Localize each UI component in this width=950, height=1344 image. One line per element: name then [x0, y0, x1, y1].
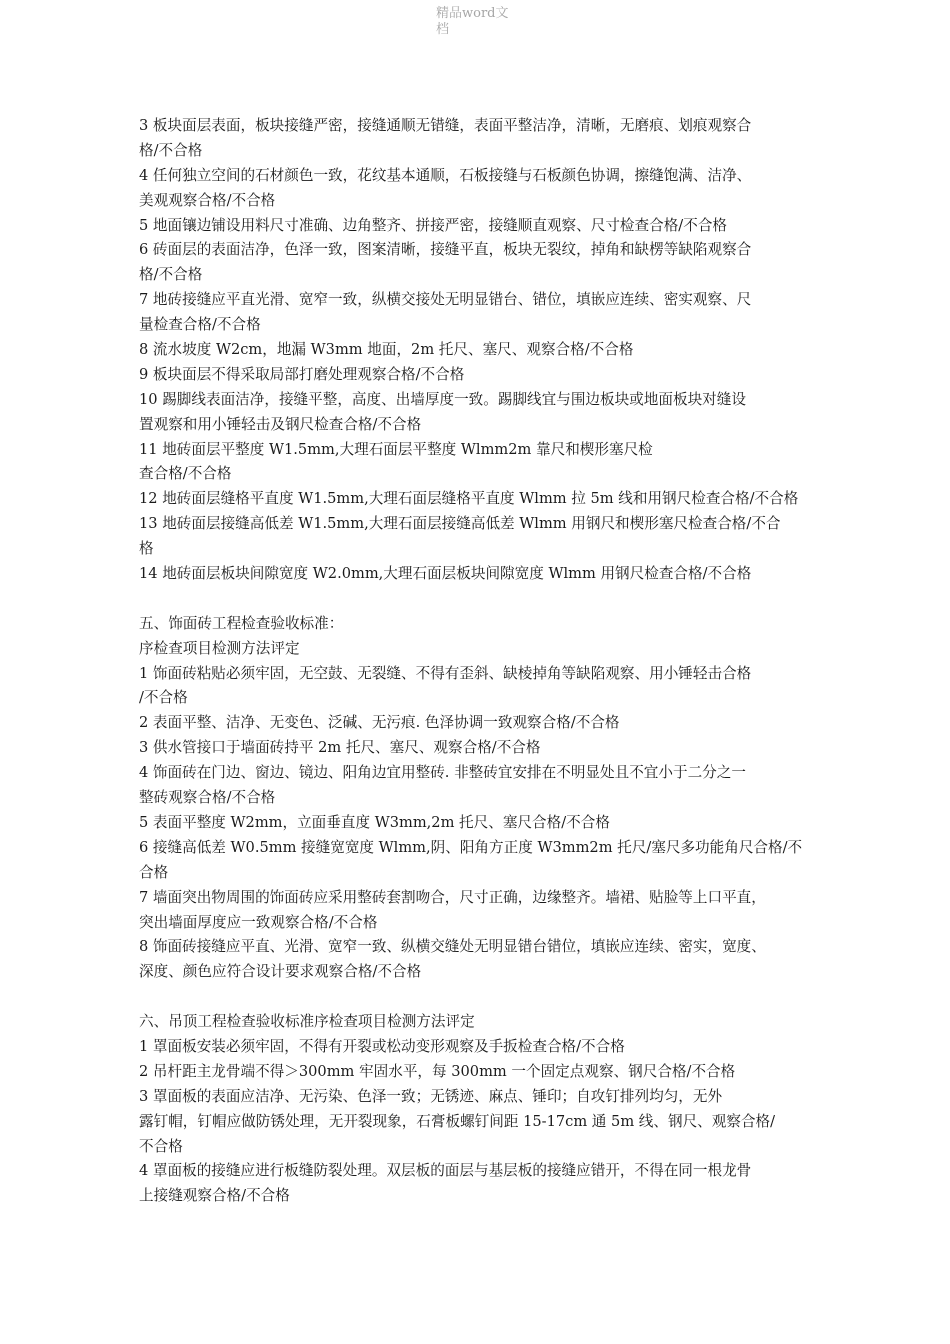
text-line: 10 踢脚线表面洁净，接缝平整，高度、出墙厚度一致。踢脚线宜与围边板块或地面板块对缝设	[139, 390, 746, 408]
text-line: 露钉帽，钉帽应做防锈处理，无开裂现象，石膏板螺钉间距 15-17cm 通 5m 线、钢尺、观察合格/	[139, 1112, 776, 1130]
text-line: 9 板块面层不得采取局部打磨处理观察合格/不合格	[139, 365, 465, 383]
text-line: 突出墙面厚度应一致观察合格/不合格	[139, 913, 378, 931]
text-line: 5 表面平整度 W2mm，立面垂直度 W3mm,2m 托尺、塞尺合格/不合格	[139, 813, 610, 831]
paragraph	[139, 114, 821, 164]
text-line: 7 地砖接缝应平直光滑、宽窄一致，纵横交接处无明显错台、错位，填嵌应连续、密实观察、尺	[139, 291, 752, 309]
paragraph	[139, 662, 821, 712]
text-line: 13 地砖面层接缝高低差 W1.5mm,大理石面层接缝高低差 Wlmm 用钢尺和楔形塞尺检查合格/不合	[139, 515, 781, 533]
paragraph	[139, 164, 821, 214]
paragraph	[139, 438, 821, 488]
text-line: 合格	[139, 863, 169, 881]
text-line: 六、吊顶工程检查验收标准序检查项目检测方法评定	[139, 1013, 475, 1031]
paragraph	[139, 637, 821, 662]
text-line: 置观察和用小锤轻击及钢尺检查合格/不合格	[139, 415, 422, 433]
paragraph	[139, 935, 821, 985]
paragraph	[139, 811, 821, 836]
text-line: 3 供水管接口于墙面砖持平 2m 托尺、塞尺、观察合格/不合格	[139, 739, 541, 757]
text-line: 14 地砖面层板块间隙宽度 W2.0mm,大理石面层板块间隙宽度 Wlmm 用钢尺检查合格/不合格	[139, 565, 752, 583]
paragraph	[139, 238, 821, 288]
paragraph	[139, 612, 821, 637]
text-line: 2 表面平整、洁净、无变色、泛碱、无污痕. 色泽协调一致观察合格/不合格	[139, 714, 620, 732]
text-line: 4 任何独立空间的石材颜色一致，花纹基本通顺，石板接缝与石板颜色协调，擦缝饱满、洁净、	[139, 166, 752, 184]
text-line: 上接缝观察合格/不合格	[139, 1187, 290, 1205]
paragraph	[139, 512, 821, 562]
text-line: 深度、颜色应符合设计要求观察合格/不合格	[139, 963, 422, 981]
paragraph	[139, 363, 821, 388]
text-line: 5 地面镶边铺设用料尺寸准确、边角整齐、拼接严密，接缝顺直观察、尺寸检查合格/不合格	[139, 216, 728, 234]
text-line: 序检查项目检测方法评定	[139, 639, 300, 657]
text-line: 查合格/不合格	[139, 465, 232, 483]
paragraph	[139, 214, 821, 239]
text-line: 格/不合格	[139, 266, 203, 284]
paragraph-gap	[139, 587, 821, 612]
text-line: 美观观察合格/不合格	[139, 191, 276, 209]
paragraph	[139, 288, 821, 338]
paragraph-gap	[139, 985, 821, 1010]
paragraph	[139, 711, 821, 736]
paragraph	[139, 1010, 821, 1035]
text-line: 6 砖面层的表面洁净，色泽一致，图案清晰，接缝平直，板块无裂纹，掉角和缺楞等缺陷观察合	[139, 241, 752, 259]
text-line: 2 吊杆距主龙骨端不得＞300mm 牢固水平，每 300mm 一个固定点观察、钢尺合格/不合格	[139, 1062, 736, 1080]
paragraph	[139, 761, 821, 811]
text-line: 不合格	[139, 1137, 183, 1155]
text-line: 1 罩面板安装必须牢固，不得有开裂或松动变形观察及手扳检查合格/不合格	[139, 1037, 625, 1055]
paragraph	[139, 388, 821, 438]
paragraph	[139, 886, 821, 936]
paragraph	[139, 736, 821, 761]
paragraph	[139, 1060, 821, 1085]
text-line: 量检查合格/不合格	[139, 316, 261, 334]
paragraph	[139, 338, 821, 363]
paragraph	[139, 1159, 821, 1209]
text-line: 11 地砖面层平整度 W1.5mm,大理石面层平整度 Wlmm2m 靠尺和楔形塞尺检	[139, 440, 653, 458]
text-line: 格	[139, 540, 154, 558]
text-line: 整砖观察合格/不合格	[139, 789, 276, 807]
paragraph	[139, 836, 821, 886]
paragraph	[139, 487, 821, 512]
text-line: 6 接缝高低差 W0.5mm 接缝宽宽度 Wlmm,阴、阳角方正度 W3mm2m 托尺/塞尺多功能角尺合格/不	[139, 838, 803, 856]
text-line: 3 罩面板的表面应洁净、无污染、色泽一致；无锈迹、麻点、锤印；自攻钉排列均匀，无外	[139, 1087, 723, 1105]
text-line: 4 饰面砖在门边、窗边、镜边、阳角边宜用整砖. 非整砖宜安排在不明显处且不宜小于二分之一	[139, 764, 746, 782]
paragraph	[139, 562, 821, 587]
text-line: 7 墙面突出物周围的饰面砖应采用整砖套割吻合，尺寸正确，边缘整齐。墙裙、贴脸等上口平直，	[139, 888, 766, 906]
text-line: 1 饰面砖粘贴必须牢固，无空鼓、无裂缝、不得有歪斜、缺棱掉角等缺陷观察、用小锤轻击合格	[139, 664, 752, 682]
text-line: 12 地砖面层缝格平直度 W1.5mm,大理石面层缝格平直度 Wlmm 拉 5m 线和用钢尺检查合格/不合格	[139, 490, 799, 508]
text-line: 五、饰面砖工程检查验收标准：	[139, 614, 344, 632]
document-body	[139, 114, 821, 1209]
text-line: 8 饰面砖接缝应平直、光滑、宽窄一致、纵横交缝处无明显错台错位，填嵌应连续、密实，宽度、	[139, 938, 766, 956]
header-watermark: 精品word文档	[436, 6, 509, 37]
text-line: 4 罩面板的接缝应进行板缝防裂处理。双层板的面层与基层板的接缝应错开，不得在同一根龙骨	[139, 1162, 752, 1180]
text-line: 格/不合格	[139, 141, 203, 159]
text-line: /不合格	[139, 689, 188, 707]
paragraph	[139, 1035, 821, 1060]
text-line: 8 流水坡度 W2cm，地漏 W3mm 地面，2m 托尺、塞尺、观察合格/不合格	[139, 341, 634, 359]
paragraph	[139, 1085, 821, 1160]
text-line: 3 板块面层表面，板块接缝严密，接缝通顺无错缝，表面平整洁净，清晰，无磨痕、划痕观察合	[139, 117, 752, 134]
